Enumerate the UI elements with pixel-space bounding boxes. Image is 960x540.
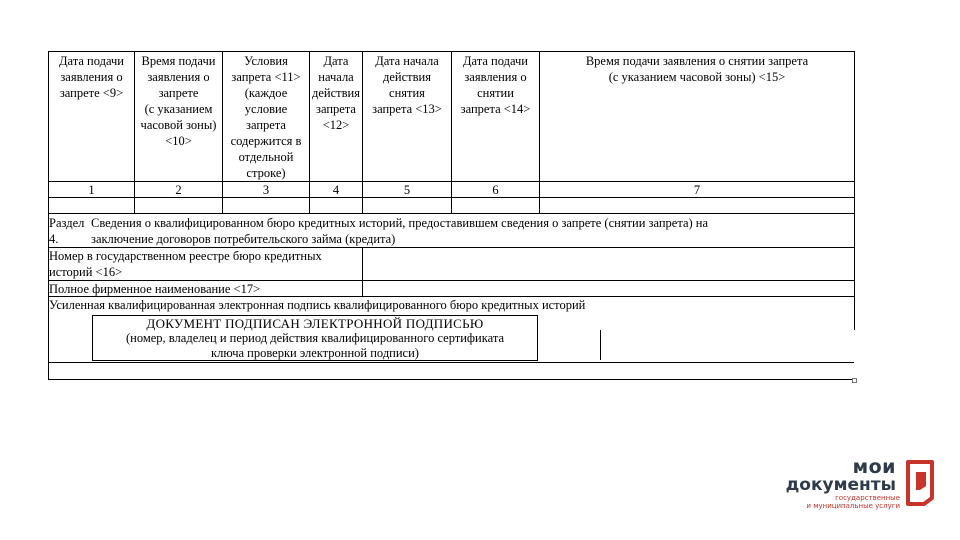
column-number: 3: [262, 183, 270, 197]
header-ban-conditions: Условия запрета <11> (каждое условие запрета содержится в отдельной строке): [230, 54, 302, 180]
stamp-title: ДОКУМЕНТ ПОДПИСАН ЭЛЕКТРОННОЙ ПОДПИСЬЮ: [146, 316, 484, 331]
logo-mark-icon: [902, 458, 938, 506]
registry-number-label: Номер в государственном реестре бюро кредитных историй <16>: [49, 249, 322, 279]
stamp-details: (номер, владелец и период действия квалифицированного сертификата ключа проверки электронной подписи): [125, 331, 504, 360]
header-application-time: Время подачи заявления о запрете (с указанием часовой зоны) <10>: [140, 54, 217, 148]
resize-handle: [852, 378, 857, 383]
header-lift-application-time: Время подачи заявления о снятии запрета (с указанием часовой зоны) <15>: [585, 54, 809, 84]
section-title: Сведения о квалифицированном бюро кредитных историй, предоставившем сведения о запрете (снятии запрета) на заключение договоров потребительского займа (кредита): [91, 216, 709, 246]
logo-line1: мои: [852, 456, 896, 478]
signature-stamp: [92, 315, 538, 361]
logo-subtitle: государственные и муниципальные услуги: [806, 494, 900, 510]
header-ban-start-date: Дата начала действия запрета <12>: [312, 54, 360, 132]
header-application-date: Дата подачи заявления о запрете <9>: [58, 54, 124, 100]
header-lift-start-date: Дата начала действия снятия запрета <13>: [372, 54, 442, 116]
column-number: 5: [403, 183, 411, 197]
column-number: 7: [693, 183, 701, 197]
column-number: 1: [88, 183, 95, 197]
column-number: 2: [175, 183, 182, 197]
signature-label: Усиленная квалифицированная электронная подпись квалифицированного бюро кредитных историй: [49, 298, 586, 312]
moi-dokumenty-logo: [785, 456, 940, 516]
column-number: 6: [492, 183, 499, 197]
header-lift-application-date: Дата подачи заявления о снятии запрета <14>: [460, 54, 531, 116]
logo-line2: документы: [785, 475, 896, 495]
column-number: 4: [332, 183, 340, 197]
full-name-label: Полное фирменное наименование <17>: [49, 282, 261, 296]
section-label: Раздел 4.: [49, 216, 85, 246]
